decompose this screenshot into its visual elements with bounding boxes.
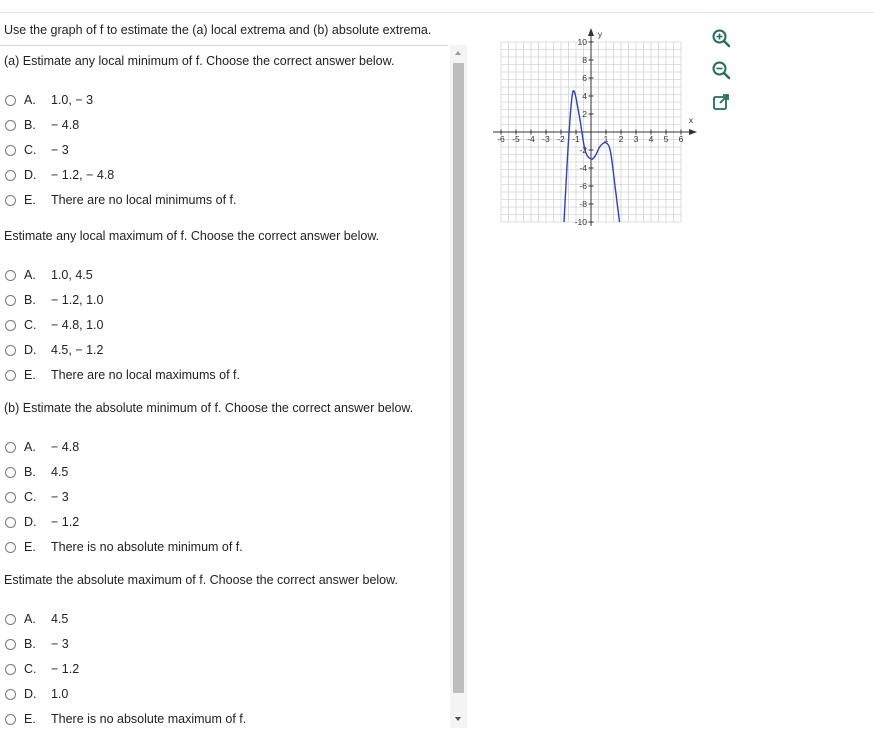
x-tick-label: 6 [678,134,684,144]
question-prompt-absolute-minimum: (b) Estimate the absolute minimum of f. Choose the correct answer below. [4,401,414,415]
option-text: − 1.2, − 4.8 [51,168,115,182]
option-text: − 3 [51,143,69,157]
zoom-in-icon[interactable] [710,27,732,49]
radio-button[interactable] [5,542,16,553]
answer-option[interactable] [5,538,243,556]
option-letter: D. [24,515,37,529]
option-letter: A. [24,268,36,282]
y-axis-arrow-icon [588,28,594,36]
option-text: 1.0, − 3 [51,93,94,107]
x-tick-label: 3 [633,134,639,144]
radio-button[interactable] [5,517,16,528]
option-letter: D. [24,343,37,357]
option-letter: D. [24,687,37,701]
y-tick-label: -10 [574,217,587,227]
option-text: There are no local maximums of f. [51,368,240,382]
y-tick-label: 6 [582,73,587,83]
radio-button[interactable] [5,295,16,306]
option-text: − 3 [51,637,69,651]
radio-button[interactable] [5,95,16,106]
radio-button[interactable] [5,639,16,650]
y-axis-label: y [597,29,603,39]
option-letter: A. [24,440,36,454]
option-letter: B. [24,465,36,479]
option-letter: C. [24,490,37,504]
answer-option[interactable] [5,635,69,653]
answer-option[interactable] [5,488,69,506]
option-letter: A. [24,93,36,107]
option-text: 4.5, − 1.2 [51,343,104,357]
option-letter: C. [24,143,37,157]
function-graph [486,28,692,238]
answer-option[interactable] [5,141,69,159]
radio-button[interactable] [5,345,16,356]
answer-option[interactable] [5,685,68,703]
y-tick-label: 10 [577,37,587,47]
answer-option[interactable] [5,366,240,384]
y-tick-label: -2 [579,145,587,155]
top-divider [0,12,874,13]
option-text: There is no absolute minimum of f. [51,540,243,554]
option-letter: C. [24,662,37,676]
option-letter: E. [24,712,36,726]
option-text: − 1.2 [51,662,80,676]
option-letter: D. [24,168,37,182]
y-tick-label: -8 [579,199,587,209]
radio-button[interactable] [5,320,16,331]
y-tick-label: 2 [582,109,587,119]
scroll-up-arrow-icon [455,51,461,55]
question-prompt-local-maximum: Estimate any local maximum of f. Choose the correct answer below. [4,229,380,243]
answer-option[interactable] [5,513,79,531]
y-tick-label: 4 [582,91,587,101]
instruction-text: Use the graph of f to estimate the (a) local extrema and (b) absolute extrema. [4,23,432,37]
radio-button[interactable] [5,467,16,478]
answer-option[interactable] [5,710,246,728]
x-axis-arrow-icon [689,129,697,135]
y-tick-label: -6 [579,181,587,191]
zoom-out-icon[interactable] [710,59,732,81]
x-tick-label: 1 [603,134,609,144]
option-letter: B. [24,293,36,307]
answer-option[interactable] [5,116,79,134]
radio-button[interactable] [5,195,16,206]
radio-button[interactable] [5,492,16,503]
answer-option[interactable] [5,316,103,334]
scrollbar[interactable] [450,45,467,728]
radio-button[interactable] [5,370,16,381]
instruction-divider [0,45,448,46]
option-text: − 4.8, 1.0 [51,318,104,332]
scroll-thumb[interactable] [453,63,464,693]
function-curve [564,91,620,222]
option-text: − 4.8 [51,118,80,132]
y-tick-label: 8 [582,55,587,65]
answer-option[interactable] [5,91,93,109]
radio-button[interactable] [5,689,16,700]
answer-option[interactable] [5,660,79,678]
scroll-down-arrow-icon [455,717,461,721]
x-tick-label: -4 [527,134,535,144]
radio-button[interactable] [5,270,16,281]
option-text: − 1.2, 1.0 [51,293,104,307]
radio-button[interactable] [5,664,16,675]
question-prompt-absolute-maximum: Estimate the absolute maximum of f. Choose the correct answer below. [4,573,398,587]
external-link-icon[interactable] [710,91,732,113]
option-text: There is no absolute maximum of f. [51,712,247,726]
question-prompt-local-minimum: (a) Estimate any local minimum of f. Choose the correct answer below. [4,54,395,68]
x-tick-label: -3 [542,134,550,144]
radio-button[interactable] [5,614,16,625]
option-letter: A. [24,612,36,626]
option-letter: E. [24,193,36,207]
x-tick-label: -6 [497,134,505,144]
radio-button[interactable] [5,714,16,725]
option-text: 1.0 [51,687,69,701]
x-tick-label: 5 [663,134,669,144]
answer-option[interactable] [5,166,114,184]
option-text: − 1.2 [51,515,80,529]
radio-button[interactable] [5,170,16,181]
answer-option[interactable] [5,291,103,309]
x-tick-label: -5 [512,134,520,144]
option-letter: E. [24,368,36,382]
option-text: There are no local minimums of f. [51,193,237,207]
x-axis-label: x [688,115,694,125]
scroll-down-button[interactable] [450,712,467,728]
answer-option[interactable] [5,610,68,628]
scroll-up-button[interactable] [450,45,467,61]
option-letter: B. [24,637,36,651]
option-text: 1.0, 4.5 [51,268,93,282]
x-tick-label: -1 [572,134,580,144]
y-tick-label: -4 [579,163,587,173]
option-letter: B. [24,118,36,132]
radio-button[interactable] [5,120,16,131]
answer-option[interactable] [5,341,103,359]
option-letter: E. [24,540,36,554]
x-tick-label: 2 [618,134,624,144]
x-tick-label: 4 [648,134,654,144]
radio-button[interactable] [5,442,16,453]
answer-option[interactable] [5,463,68,481]
option-text: − 3 [51,490,69,504]
option-text: − 4.8 [51,440,80,454]
answer-option[interactable] [5,191,237,209]
answer-option[interactable] [5,266,93,284]
option-letter: C. [24,318,37,332]
x-tick-label: -2 [557,134,565,144]
option-text: 4.5 [51,612,69,626]
option-text: 4.5 [51,465,69,479]
answer-option[interactable] [5,438,79,456]
radio-button[interactable] [5,145,16,156]
